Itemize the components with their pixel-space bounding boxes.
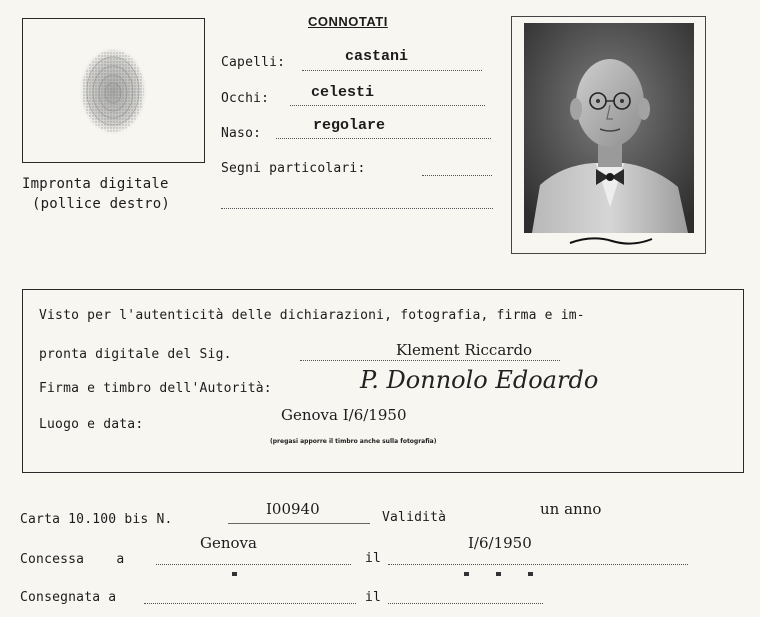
- hair-line: [302, 70, 482, 71]
- nose-value: regolare: [313, 117, 386, 134]
- features-title: CONNOTATI: [308, 14, 388, 29]
- fingerprint-image: [23, 19, 204, 162]
- name-value: Klement Riccardo: [396, 341, 533, 359]
- fingerprint-caption-2: (pollice destro): [32, 196, 171, 212]
- hair-value: castani: [345, 48, 409, 65]
- fingerprint-box: [22, 18, 205, 163]
- marks-line-2: [221, 208, 493, 209]
- granted-place-line: [156, 564, 351, 565]
- place-date-value: Genova I/6/1950: [281, 406, 407, 424]
- eyes-label: Occhi:: [221, 91, 270, 106]
- name-line: [300, 360, 560, 361]
- delivered-il: il: [365, 590, 382, 605]
- authority-signature: P. Donnolo Edoardo: [360, 366, 599, 394]
- nose-label: Naso:: [221, 126, 262, 141]
- granted-place: Genova: [200, 534, 257, 552]
- granted-date: I/6/1950: [468, 534, 532, 552]
- granted-date-line: [388, 564, 688, 565]
- granted-label: Concessa a: [20, 552, 125, 567]
- card-number-value: I00940: [266, 500, 320, 518]
- signature-label: Firma e timbro dell'Autorità:: [39, 381, 272, 396]
- fingerprint-caption-1: Impronta digitale: [22, 176, 169, 192]
- marks-line-1: [422, 175, 492, 176]
- portrait-photo: [512, 17, 705, 253]
- auth-line-1: Visto per l'autenticità delle dichiarazioni, fotografia, firma e im-: [39, 308, 585, 323]
- granted-il: il: [365, 551, 382, 566]
- nose-line: [276, 138, 491, 139]
- auth-line-2-label: pronta digitale del Sig.: [39, 347, 232, 362]
- photo-frame: [511, 16, 706, 254]
- delivered-date-line: [388, 603, 543, 604]
- delivered-place-line: [144, 603, 356, 604]
- eyes-value: celesti: [311, 84, 375, 101]
- marks-label: Segni particolari:: [221, 161, 366, 176]
- validity-label: Validità: [382, 510, 447, 525]
- validity-value: un anno: [540, 500, 602, 518]
- stamp-note: (pregasi apporre il timbro anche sulla fotografia): [270, 438, 437, 445]
- eyes-line: [290, 105, 485, 106]
- delivered-label: Consegnata a: [20, 590, 117, 605]
- hair-label: Capelli:: [221, 55, 286, 70]
- card-number-label: Carta 10.100 bis N.: [20, 512, 173, 527]
- ditto-marks: [220, 570, 540, 580]
- place-date-label: Luogo e data:: [39, 417, 144, 432]
- card-number-line: [228, 523, 370, 524]
